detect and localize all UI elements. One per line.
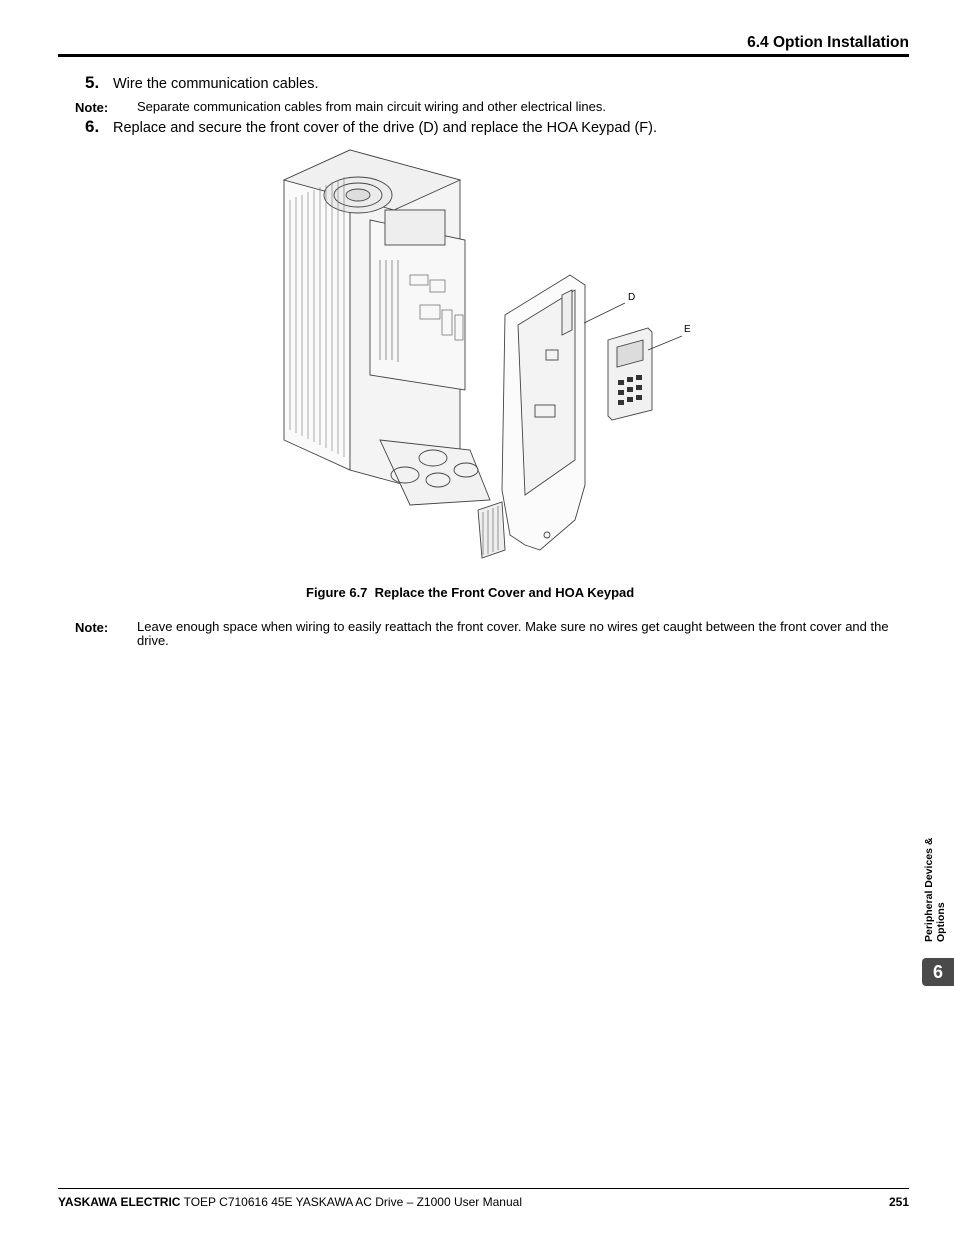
step-6-text: Replace and secure the front cover of the drive (D) and replace the HOA Keypad (F). [113, 120, 658, 136]
footer-brand: YASKAWA ELECTRIC [58, 1195, 181, 1209]
page-number: 251 [888, 1195, 909, 1209]
chapter-tab: 6 [922, 958, 954, 986]
step-6-number: 6. [85, 117, 100, 136]
note-2-text: Leave enough space when wiring to easily reattach the front cover. Make sure no wires get caught between the front cover and the drive. [137, 619, 889, 648]
side-tab-line-2: Options [935, 902, 947, 942]
footer-divider [58, 1188, 909, 1189]
callout-e-leader [648, 336, 682, 350]
footer-doc-info [58, 1195, 522, 1209]
header-divider [58, 54, 909, 57]
step-5-text: Wire the communication cables. [113, 76, 319, 92]
footer-doc-title: TOEP C710616 45E YASKAWA AC Drive – Z1000 User Manual [180, 1195, 522, 1209]
step-5-number: 5. [85, 73, 100, 92]
callout-e-label: E [684, 324, 691, 335]
side-tab-label [923, 838, 947, 942]
note-1-text: Separate communication cables from main circuit wiring and other electrical lines. [137, 99, 606, 114]
front-cover-keypad-illustration [270, 140, 700, 570]
drive-body [284, 150, 490, 505]
front-cover [478, 275, 585, 558]
side-tab-line-1: Peripheral Devices & [923, 837, 935, 942]
note-2-label: Note: [75, 620, 109, 635]
callout-d-label: D [628, 292, 636, 303]
section-title: 6.4 Option Installation [747, 34, 909, 51]
note-1-label: Note: [75, 100, 109, 115]
callout-d-leader [584, 303, 625, 323]
figure-caption: Figure 6.7 Replace the Front Cover and HOA Keypad [306, 585, 635, 600]
hoa-keypad [608, 328, 652, 420]
